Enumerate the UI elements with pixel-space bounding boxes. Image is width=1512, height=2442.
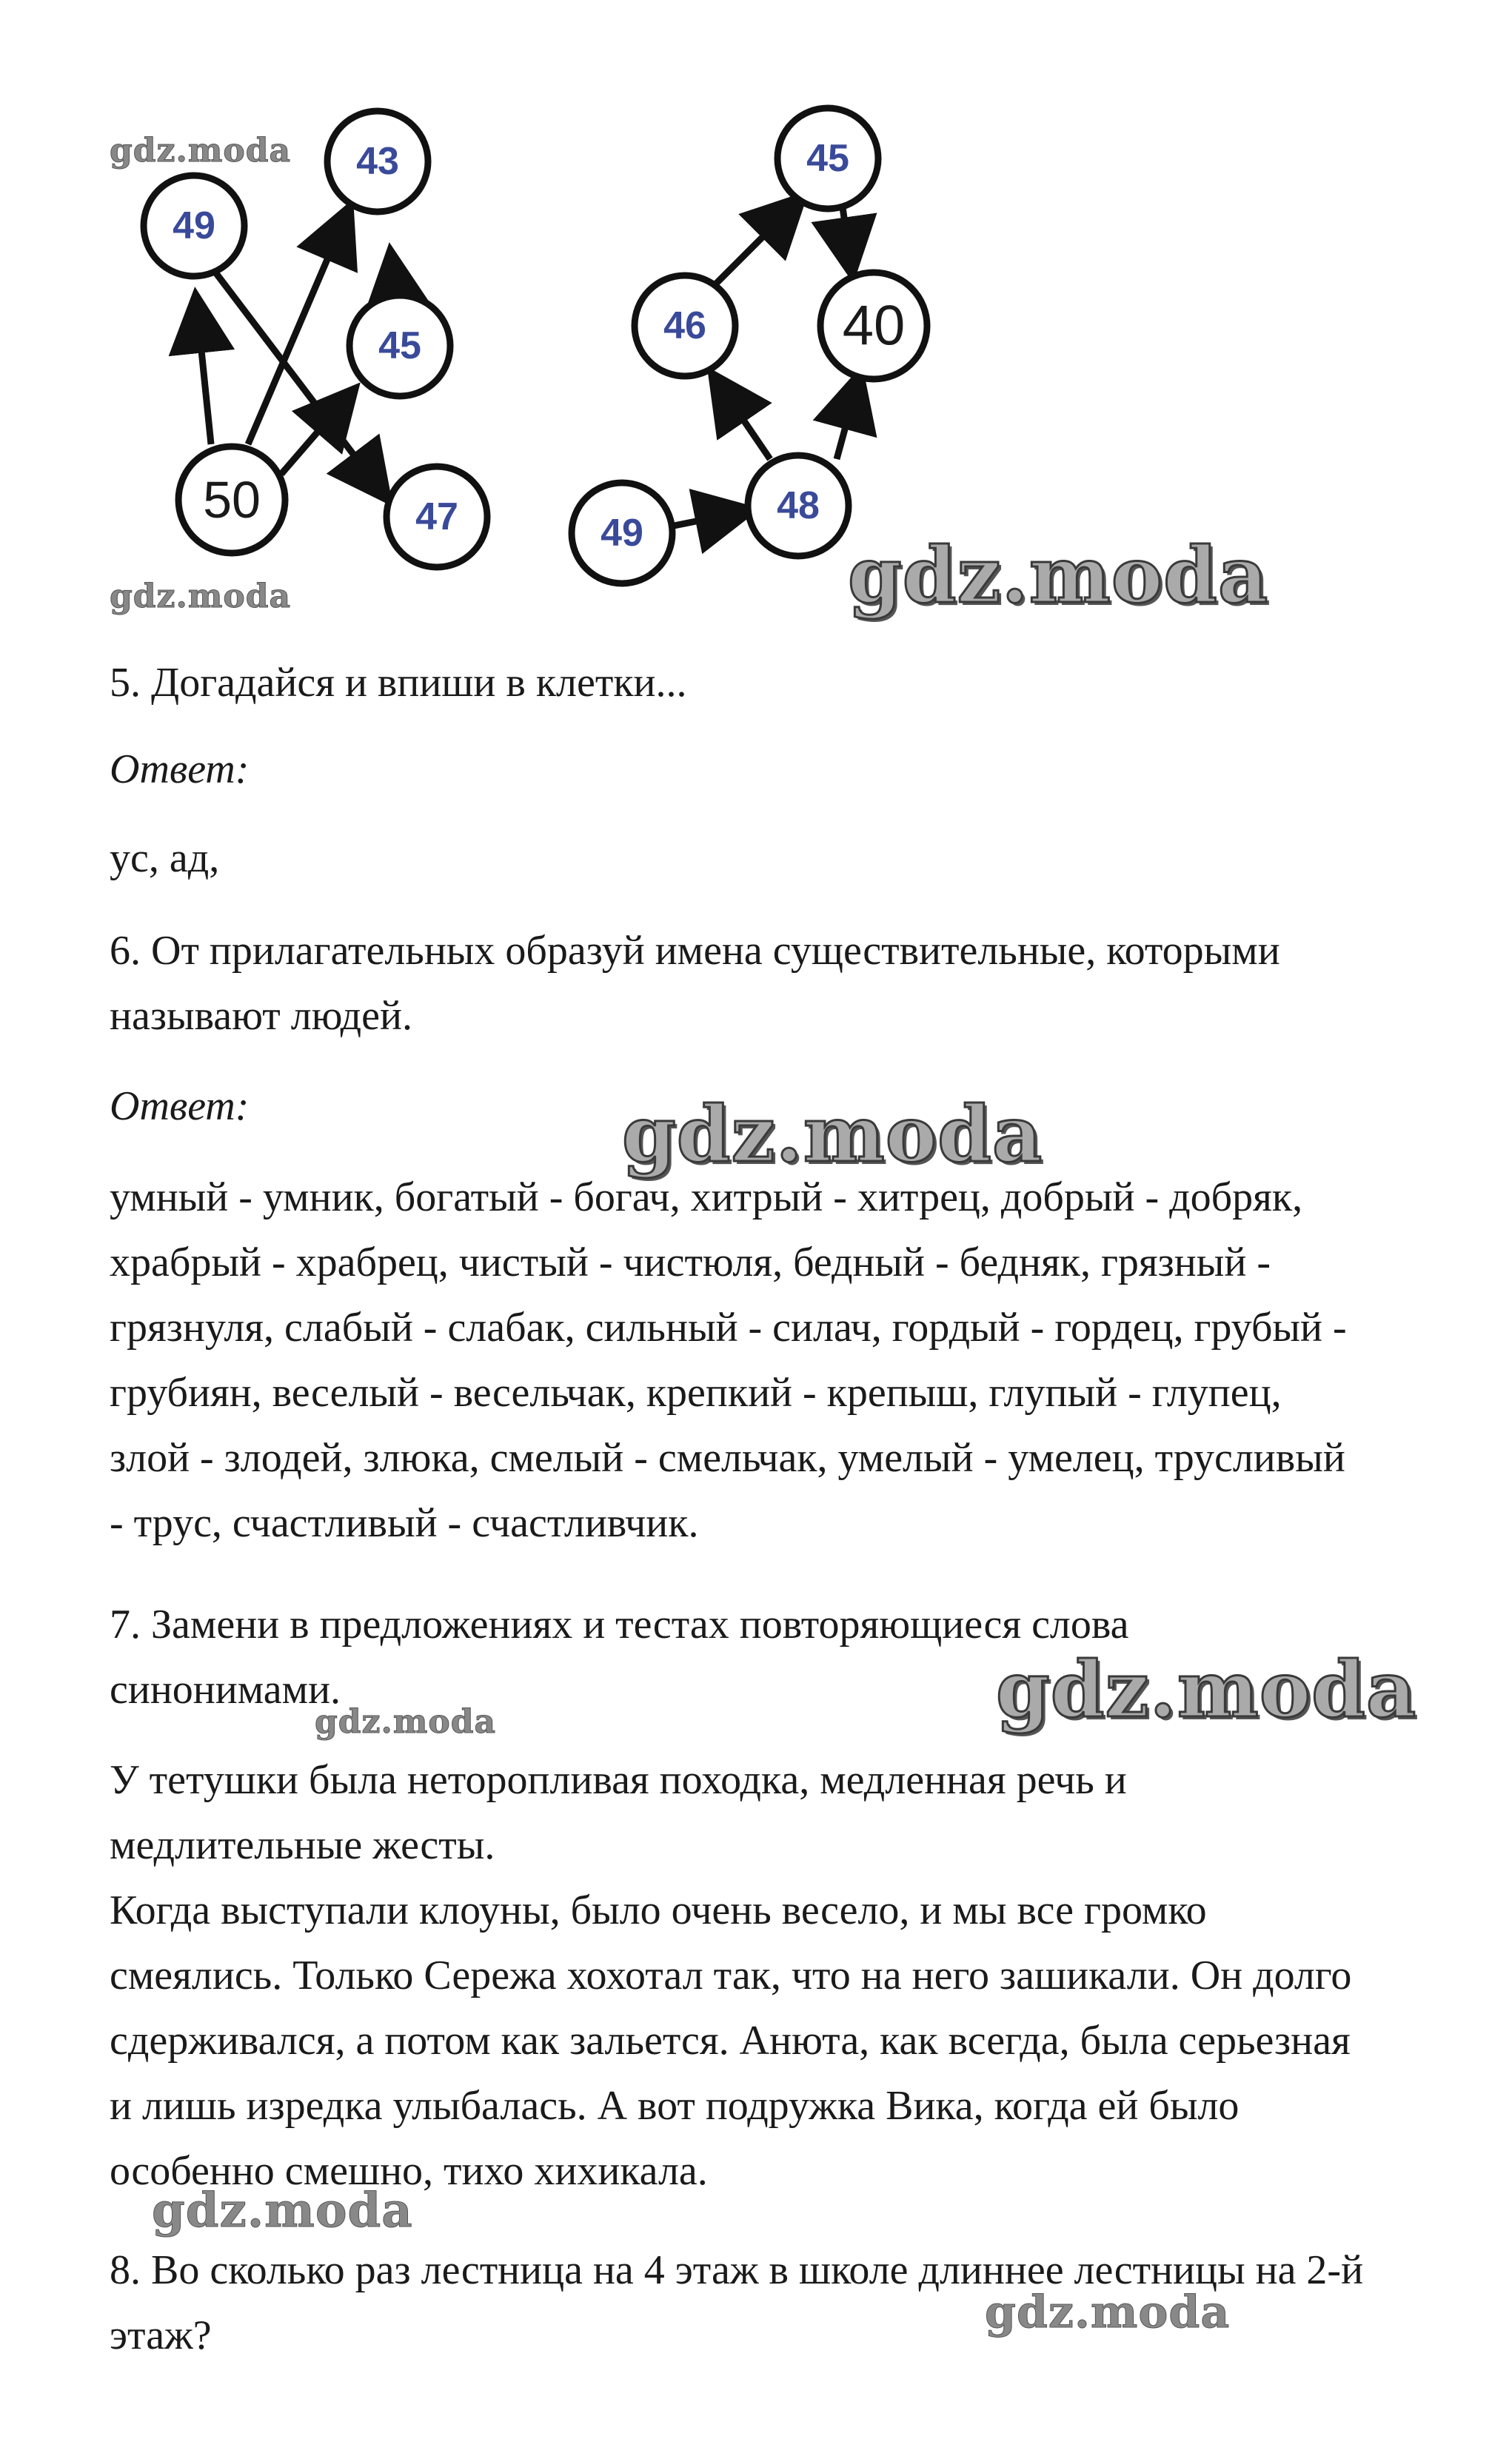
node-label: 47: [415, 495, 458, 538]
text-line: храбрый - храбрец, чистый - чистюля, бедный - бедняк, грязный -: [110, 1240, 1271, 1285]
watermark: gdz.moda: [996, 1644, 1417, 1735]
text-line: этаж?: [110, 2312, 212, 2358]
edge-46-45: [715, 200, 800, 285]
text-line: особенно смешно, тихо хихикала.: [110, 2148, 708, 2194]
task6-question: [110, 918, 1442, 1048]
text-line: сдерживался, а потом как зальется. Анюта, как всегда, была серьезная: [110, 2018, 1351, 2064]
text-line: Когда выступали клоуны, было очень весело, и мы все громко: [110, 1887, 1207, 1933]
text-line: - трус, счастливый - счастливчик.: [110, 1500, 699, 1546]
task7-text: [110, 1747, 1442, 2204]
node-label: 45: [378, 324, 421, 367]
task7-question: [110, 1592, 1442, 1722]
text-line: У тетушки была неторопливая походка, медленная речь и: [110, 1757, 1127, 1803]
task8-question: [110, 2238, 1442, 2368]
task5-answer-label: Ответ:: [110, 746, 250, 792]
node-label: 43: [356, 140, 399, 183]
watermark: gdz.moda: [848, 529, 1269, 620]
edge-45-43: [391, 255, 396, 296]
task6-answer-label: Ответ:: [110, 1083, 250, 1129]
edge-50-49: [196, 300, 211, 444]
text-line: 7. Замени в предложениях и тестах повторяющиеся слова: [110, 1602, 1129, 1647]
number-graphs: [0, 0, 1512, 666]
text-line: грязнуля, слабый - слабак, сильный - силач, гордый - гордец, грубый -: [110, 1305, 1347, 1351]
watermark: gdz.moda: [152, 2183, 413, 2238]
text-line: 8. Во сколько раз лестница на 4 этаж в школе длиннее лестницы на 2-й: [110, 2247, 1364, 2293]
watermark: gdz.moda: [622, 1088, 1043, 1180]
task5-answer: ус, ад,: [110, 835, 220, 881]
text-line: и лишь изредка улыбалась. А вот подружка Вика, когда ей было: [110, 2083, 1240, 2129]
watermark: gdz.moda: [985, 2287, 1231, 2338]
text-line: медлительные жесты.: [110, 1822, 495, 1868]
node-label: 50: [203, 471, 261, 529]
text-line: умный - умник, богатый - богач, хитрый - хитрец, добрый - добряк,: [110, 1174, 1303, 1220]
edge-48-40: [837, 378, 859, 459]
edge-45-40: [843, 207, 852, 270]
text-line: грубиян, веселый - весельчак, крепкий - крепыш, глупый - глупец,: [110, 1370, 1282, 1416]
text-line: синонимами.: [110, 1667, 341, 1713]
node-label: 48: [777, 484, 820, 527]
watermark: gdz.moda: [315, 1703, 497, 1741]
text-line: называют людей.: [110, 993, 412, 1039]
node-label: 40: [842, 294, 906, 358]
edge-49-48: [674, 511, 748, 526]
node-label: 45: [806, 137, 849, 180]
node-label: 49: [601, 512, 643, 555]
watermark: gdz.moda: [110, 578, 292, 615]
task5-question: 5. Догадайся и впиши в клетки...: [110, 660, 687, 706]
task6-answer: [110, 1165, 1442, 1556]
node-label: 49: [173, 204, 215, 247]
edge-48-46: [715, 378, 770, 459]
watermark: gdz.moda: [110, 132, 292, 170]
text-line: 6. От прилагательных образуй имена существительные, которыми: [110, 928, 1280, 974]
text-line: смеялись. Только Сережа хохотал так, что на него зашикали. Он долго: [110, 1953, 1352, 1998]
text-line: злой - злодей, злюка, смелый - смельчак, умелый - умелец, трусливый: [110, 1435, 1345, 1481]
node-label: 46: [663, 304, 706, 347]
